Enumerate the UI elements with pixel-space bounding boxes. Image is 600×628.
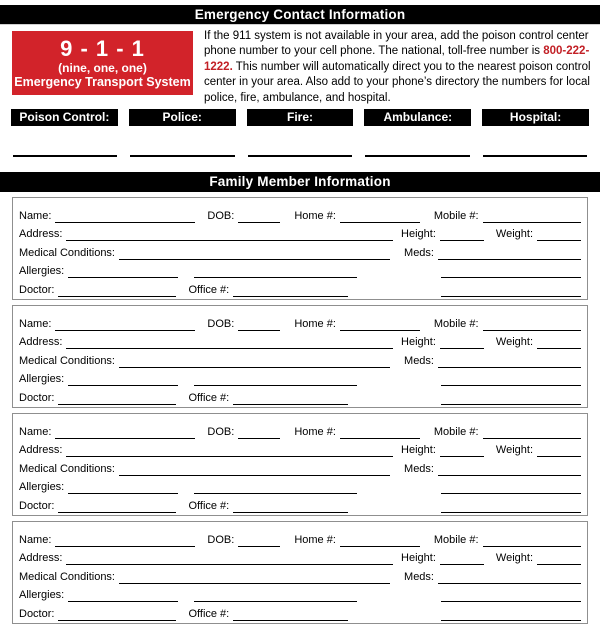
home-phone-label: Home #:: [294, 533, 336, 546]
name-blank-line[interactable]: [55, 318, 195, 331]
mobile-phone-blank-line[interactable]: [483, 534, 581, 547]
doctor-label: Doctor:: [19, 500, 55, 512]
member-row-address: [19, 223, 581, 242]
member-row-allergies: [19, 260, 581, 279]
allergies-extra-blank-line[interactable]: [194, 373, 357, 386]
weight-label: Weight:: [495, 552, 533, 565]
meds-extra-blank-line-2[interactable]: [441, 392, 581, 405]
police-blank-line[interactable]: [130, 153, 234, 157]
name-blank-line[interactable]: [55, 426, 195, 439]
medical-conditions-blank-line[interactable]: [119, 463, 390, 476]
office-phone-blank-line[interactable]: [233, 608, 348, 621]
medical-conditions-label: Medical Conditions:: [19, 570, 115, 583]
allergies-label: Allergies:: [19, 481, 65, 494]
contact-labels-row: [0, 109, 600, 126]
ambulance-label: Ambulance:: [383, 110, 453, 125]
height-blank-line[interactable]: [440, 552, 484, 565]
member-row-doctor: [19, 494, 581, 513]
doctor-label: Doctor:: [19, 284, 55, 296]
member-row-doctor: [19, 602, 581, 621]
member-row-doctor: [19, 278, 581, 297]
911-number: 9 - 1 - 1: [60, 35, 145, 61]
meds-label: Meds:: [404, 354, 434, 367]
weight-blank-line[interactable]: [537, 336, 581, 349]
emergency-911-section: [0, 25, 600, 106]
mobile-phone-label: Mobile #:: [433, 425, 479, 438]
family-section-header: [0, 172, 600, 192]
weight-blank-line[interactable]: [537, 444, 581, 457]
medical-conditions-blank-line[interactable]: [119, 355, 390, 368]
member-row-address: [19, 547, 581, 566]
police-label: Police:: [162, 110, 202, 125]
doctor-label: Doctor:: [19, 608, 55, 620]
family-member-block: [12, 197, 588, 300]
meds-label: Meds:: [404, 462, 434, 475]
dob-blank-line[interactable]: [238, 210, 280, 223]
name-label: Name:: [19, 533, 52, 546]
weight-blank-line[interactable]: [537, 228, 581, 241]
height-blank-line[interactable]: [440, 444, 484, 457]
mobile-phone-blank-line[interactable]: [483, 210, 581, 223]
instructions-before: If the 911 system is not available in your area, add the poison control center phone number to your cell phone. The national, toll-free number is: [204, 30, 589, 58]
office-phone-label: Office #:: [188, 500, 230, 512]
contact-blank-lines-row: [0, 153, 600, 157]
member-row-allergies: [19, 476, 581, 495]
meds-extra-blank-line-2[interactable]: [441, 608, 581, 621]
instructions-after: This number will automatically direct you to the nearest poison control center in your area. Also add to your phone’s directory the numbers for local police, fire, ambulance, and hospital.: [204, 60, 591, 104]
ambulance-label-box: [364, 109, 471, 126]
ambulance-blank-line[interactable]: [365, 153, 469, 157]
office-phone-label: Office #:: [188, 284, 230, 296]
family-member-block: [12, 521, 588, 624]
meds-blank-line[interactable]: [438, 355, 581, 368]
poison-control-blank-line[interactable]: [13, 153, 117, 157]
home-phone-label: Home #:: [294, 209, 336, 222]
address-blank-line[interactable]: [66, 552, 393, 565]
mobile-phone-blank-line[interactable]: [483, 426, 581, 439]
dob-blank-line[interactable]: [238, 534, 280, 547]
poison-control-phone-number: 800-222-1222.: [204, 45, 590, 73]
weight-label: Weight:: [495, 336, 533, 349]
meds-blank-line[interactable]: [438, 463, 581, 476]
height-label: Height:: [401, 228, 436, 241]
weight-label: Weight:: [495, 228, 533, 241]
home-phone-blank-line[interactable]: [340, 534, 420, 547]
medical-conditions-blank-line[interactable]: [119, 247, 390, 260]
member-row-address: [19, 439, 581, 458]
allergies-blank-line[interactable]: [68, 589, 178, 602]
poison-control-label: Poison Control:: [19, 110, 110, 125]
doctor-label: Doctor:: [19, 392, 55, 404]
name-blank-line[interactable]: [55, 210, 195, 223]
medical-conditions-label: Medical Conditions:: [19, 246, 115, 259]
police-label-box: [129, 109, 236, 126]
family-member-block: [12, 305, 588, 408]
meds-label: Meds:: [404, 246, 434, 259]
weight-label: Weight:: [495, 444, 533, 457]
allergies-blank-line[interactable]: [68, 373, 178, 386]
allergies-label: Allergies:: [19, 265, 65, 278]
dob-label: DOB:: [207, 533, 235, 546]
weight-blank-line[interactable]: [537, 552, 581, 565]
family-members-list: [0, 192, 600, 624]
allergies-extra-blank-line[interactable]: [194, 265, 357, 278]
doctor-blank-line[interactable]: [58, 392, 176, 405]
office-phone-blank-line[interactable]: [233, 284, 348, 297]
name-label: Name:: [19, 317, 52, 330]
office-phone-label: Office #:: [188, 608, 230, 620]
hospital-blank-line[interactable]: [483, 153, 587, 157]
address-label: Address:: [19, 336, 63, 349]
office-phone-blank-line[interactable]: [233, 392, 348, 405]
height-label: Height:: [401, 552, 436, 565]
member-row-identity: [19, 312, 581, 331]
fire-label-box: [247, 109, 354, 126]
name-label: Name:: [19, 209, 52, 222]
member-row-medical: [19, 565, 581, 584]
member-row-identity: [19, 528, 581, 547]
dob-blank-line[interactable]: [238, 318, 280, 331]
meds-extra-blank-line-1[interactable]: [441, 373, 581, 386]
member-row-medical: [19, 241, 581, 260]
doctor-blank-line[interactable]: [58, 608, 176, 621]
member-row-medical: [19, 349, 581, 368]
office-phone-label: Office #:: [188, 392, 230, 404]
home-phone-label: Home #:: [294, 317, 336, 330]
meds-label: Meds:: [404, 570, 434, 583]
family-member-block: [12, 413, 588, 516]
hospital-label: Hospital:: [509, 110, 562, 125]
dob-label: DOB:: [207, 425, 235, 438]
height-blank-line[interactable]: [440, 228, 484, 241]
address-label: Address:: [19, 228, 63, 241]
member-row-address: [19, 331, 581, 350]
member-row-identity: [19, 420, 581, 439]
address-blank-line[interactable]: [66, 444, 393, 457]
mobile-phone-label: Mobile #:: [433, 317, 479, 330]
member-row-medical: [19, 457, 581, 476]
office-phone-blank-line[interactable]: [233, 500, 348, 513]
address-label: Address:: [19, 444, 63, 457]
address-label: Address:: [19, 552, 63, 565]
home-phone-blank-line[interactable]: [340, 426, 420, 439]
emergency-header-bar: [0, 5, 600, 25]
address-blank-line[interactable]: [66, 336, 393, 349]
dob-blank-line[interactable]: [238, 426, 280, 439]
member-row-allergies: [19, 368, 581, 387]
medical-conditions-label: Medical Conditions:: [19, 462, 115, 475]
911-box: [12, 31, 193, 95]
medical-conditions-label: Medical Conditions:: [19, 354, 115, 367]
911-caption: Emergency Transport System: [14, 74, 191, 89]
member-row-identity: [19, 204, 581, 223]
allergies-blank-line[interactable]: [68, 481, 178, 494]
meds-blank-line[interactable]: [438, 571, 581, 584]
dob-label: DOB:: [207, 209, 235, 222]
hospital-label-box: [482, 109, 589, 126]
meds-blank-line[interactable]: [438, 247, 581, 260]
911-subtitle: (nine, one, one): [58, 60, 147, 75]
doctor-blank-line[interactable]: [58, 500, 176, 513]
home-phone-blank-line[interactable]: [340, 318, 420, 331]
meds-extra-blank-line-2[interactable]: [441, 284, 581, 297]
medical-conditions-blank-line[interactable]: [119, 571, 390, 584]
mobile-phone-blank-line[interactable]: [483, 318, 581, 331]
allergies-blank-line[interactable]: [68, 265, 178, 278]
fire-label: Fire:: [286, 110, 313, 125]
emergency-header-title: Emergency Contact Information: [194, 7, 406, 22]
allergies-label: Allergies:: [19, 589, 65, 602]
meds-extra-blank-line-1[interactable]: [441, 265, 581, 278]
meds-extra-blank-line-1[interactable]: [441, 589, 581, 602]
member-row-allergies: [19, 584, 581, 603]
height-label: Height:: [401, 336, 436, 349]
dob-label: DOB:: [207, 317, 235, 330]
allergies-extra-blank-line[interactable]: [194, 481, 357, 494]
height-blank-line[interactable]: [440, 336, 484, 349]
poison-control-label-box: [11, 109, 118, 126]
address-blank-line[interactable]: [66, 228, 393, 241]
mobile-phone-label: Mobile #:: [433, 533, 479, 546]
name-blank-line[interactable]: [55, 534, 195, 547]
instructions-text: [204, 29, 592, 106]
allergies-extra-blank-line[interactable]: [194, 589, 357, 602]
meds-extra-blank-line-2[interactable]: [441, 500, 581, 513]
allergies-label: Allergies:: [19, 373, 65, 386]
height-label: Height:: [401, 444, 436, 457]
member-row-doctor: [19, 386, 581, 405]
meds-extra-blank-line-1[interactable]: [441, 481, 581, 494]
mobile-phone-label: Mobile #:: [433, 209, 479, 222]
family-section-title: Family Member Information: [209, 174, 391, 190]
home-phone-blank-line[interactable]: [340, 210, 420, 223]
name-label: Name:: [19, 425, 52, 438]
home-phone-label: Home #:: [294, 425, 336, 438]
fire-blank-line[interactable]: [248, 153, 352, 157]
doctor-blank-line[interactable]: [58, 284, 176, 297]
